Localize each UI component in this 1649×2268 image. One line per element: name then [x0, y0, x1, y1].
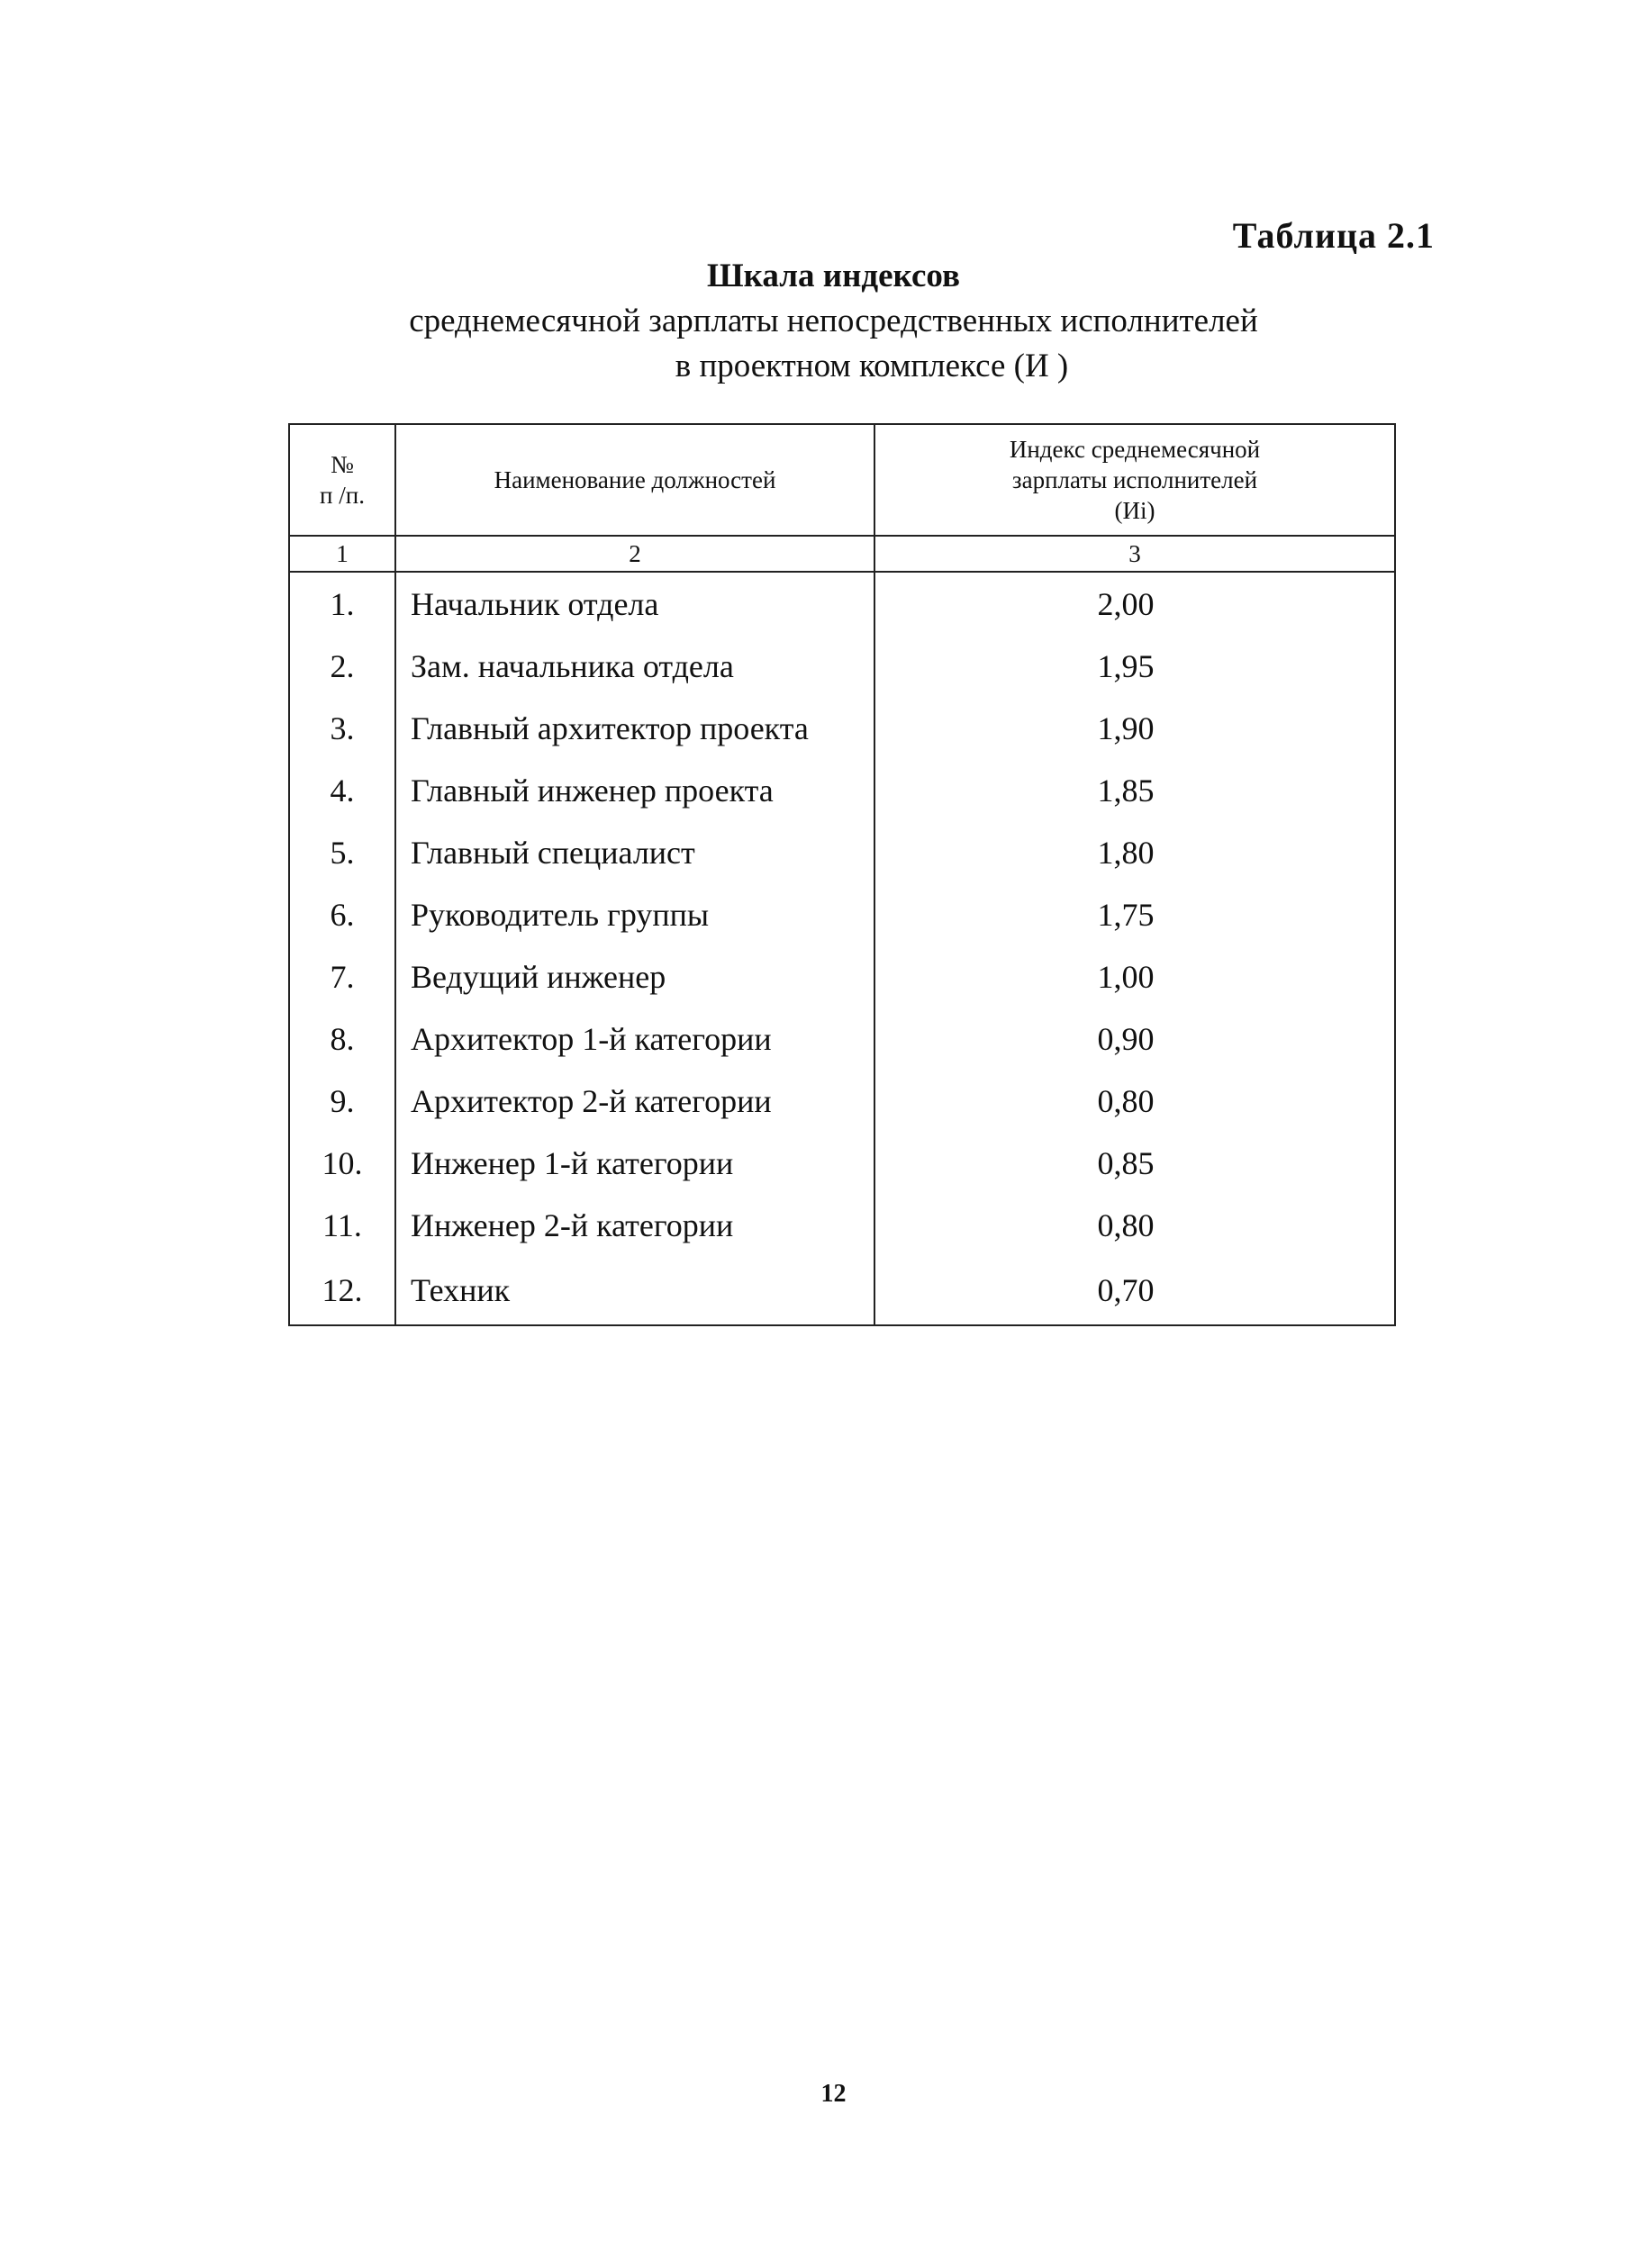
- header-number-line-2: п /п.: [320, 482, 365, 509]
- table-row: [289, 1256, 1395, 1325]
- header-position-name: Наименование должностей: [395, 424, 874, 536]
- position-name: Зам. начальника отдела: [395, 635, 874, 697]
- position-name: Главный специалист: [395, 821, 874, 883]
- row-number: 5.: [289, 821, 395, 883]
- index-value: 0,80: [874, 1194, 1395, 1256]
- page-number: 12: [820, 2080, 847, 2108]
- table-row: [289, 572, 1395, 635]
- table-row: [289, 1070, 1395, 1132]
- table-label: Таблица 2.1: [1232, 215, 1435, 256]
- table-row: [289, 883, 1395, 945]
- position-name: Главный инженер проекта: [395, 759, 874, 821]
- row-number: 9.: [289, 1070, 395, 1132]
- position-name: Руководитель группы: [395, 883, 874, 945]
- index-value: 1,00: [874, 945, 1395, 1007]
- salary-index-table: [288, 423, 1396, 1326]
- heading-line-3: в проектном комплексе (И ): [675, 348, 1069, 384]
- position-name: Инженер 1-й категории: [395, 1132, 874, 1194]
- table-heading: [0, 254, 1649, 389]
- row-number: 10.: [289, 1132, 395, 1194]
- position-name: Ведущий инженер: [395, 945, 874, 1007]
- table-row: [289, 1007, 1395, 1070]
- column-number-row: [289, 536, 1395, 572]
- heading-line-2: среднемесячной зарплаты непосредственных исполнителей: [409, 303, 1258, 339]
- header-index: [874, 424, 1395, 536]
- row-number: 8.: [289, 1007, 395, 1070]
- table-body: [289, 536, 1395, 1325]
- index-value: 1,80: [874, 821, 1395, 883]
- table-row: [289, 945, 1395, 1007]
- table-header-row: [289, 424, 1395, 536]
- column-number: 3: [874, 536, 1395, 572]
- position-name: Архитектор 2-й категории: [395, 1070, 874, 1132]
- row-number: 3.: [289, 697, 395, 759]
- row-number: 1.: [289, 572, 395, 635]
- index-value: 2,00: [874, 572, 1395, 635]
- header-index-line-3: (Иi): [1114, 497, 1155, 524]
- heading-line-1: Шкала индексов: [707, 258, 960, 294]
- index-value: 1,75: [874, 883, 1395, 945]
- index-value: 0,85: [874, 1132, 1395, 1194]
- index-value: 1,90: [874, 697, 1395, 759]
- header-index-line-2: зарплаты исполнителей: [1011, 466, 1258, 493]
- row-number: 12.: [289, 1256, 395, 1325]
- header-index-line-1: Индекс среднемесячной: [1009, 436, 1261, 463]
- column-number: 1: [289, 536, 395, 572]
- table-row: [289, 759, 1395, 821]
- table-row: [289, 635, 1395, 697]
- position-name: Техник: [395, 1256, 874, 1325]
- header-number-line-1: №: [331, 451, 354, 478]
- index-value: 1,85: [874, 759, 1395, 821]
- table-row: [289, 821, 1395, 883]
- row-number: 11.: [289, 1194, 395, 1256]
- column-number: 2: [395, 536, 874, 572]
- row-number: 4.: [289, 759, 395, 821]
- index-value: 1,95: [874, 635, 1395, 697]
- table-row: [289, 1132, 1395, 1194]
- row-number: 2.: [289, 635, 395, 697]
- row-number: 7.: [289, 945, 395, 1007]
- table-row: [289, 697, 1395, 759]
- table-row: [289, 1194, 1395, 1256]
- row-number: 6.: [289, 883, 395, 945]
- position-name: Главный архитектор проекта: [395, 697, 874, 759]
- index-value: 0,80: [874, 1070, 1395, 1132]
- header-number: [289, 424, 395, 536]
- index-value: 0,90: [874, 1007, 1395, 1070]
- position-name: Инженер 2-й категории: [395, 1194, 874, 1256]
- position-name: Архитектор 1-й категории: [395, 1007, 874, 1070]
- index-value: 0,70: [874, 1256, 1395, 1325]
- position-name: Начальник отдела: [395, 572, 874, 635]
